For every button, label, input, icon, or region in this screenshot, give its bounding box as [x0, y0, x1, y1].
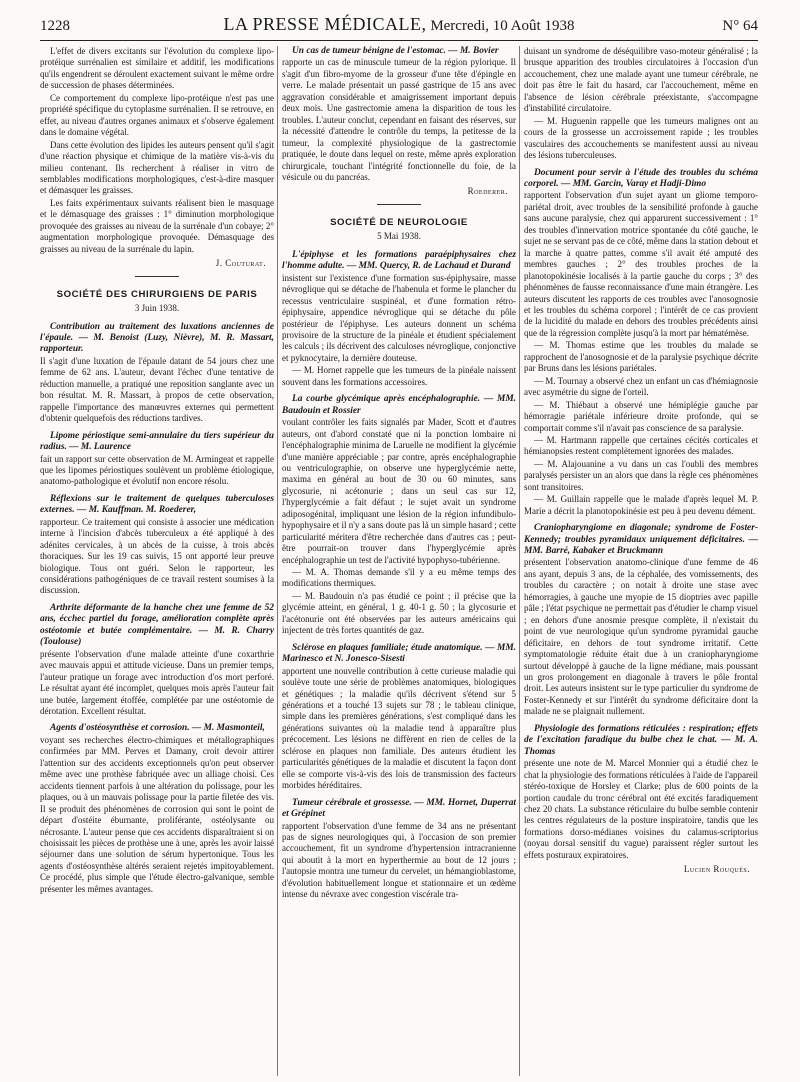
page-number: 1228: [40, 18, 70, 34]
paragraph: Il s'agit d'une luxation de l'épaule datant de 54 jours chez une femme de 62 ans. L'auteur, devant l'échec d'une tentative de réduction manuelle, a pratiqué une reposition sanglante avec un bon résultat. M. R. Massart, à propos de cette observation, rappelle l'importance des manœuvres externes qui permettent d'obtenir quelquefois des réductions tardives.: [40, 355, 274, 424]
issue-date: Mercredi, 10 Août 1938: [430, 18, 575, 34]
paragraph: rapporte un cas de minuscule tumeur de la région pylorique. Il s'agit d'un fibro-myome de la grosseur d'une tête d'épingle en verre. Le malade présentait un passé gastrique de 15 ans avec aggravation considérable et amaigrissement important depuis deux mois. Une gastrectomie amena la disparition de tous les troubles. L'auteur conclut, cependant en faisant des réserves, sur la nécessité d'attendre le contrôle du temps, la petitesse de la tumeur, la complexité physiologique de la gastrectomie pratiquée, le doute dans lequel on reste, même après exploration chirurgicale, touchant l'intégrité fonctionnelle du foie, de la vésicule ou du pancréas.: [282, 57, 516, 182]
article-heading: Document pour servir à l'étude des troubles du schéma corporel. — MM. Garcin, Varay et Hadji-Dimo: [524, 167, 758, 189]
paragraph: présente l'observation d'une malade atteinte d'une coxarthrie avec mauvais appui et attitude vicieuse. Dans un premier temps, l'auteur pratique un forage avec introduction d'os mort perforé. Le résultat ayant été incomplet, quelques mois après l'auteur fait une butée, largement étoffée, complétée par une ostéotomie de dérotation. Excellent résultat.: [40, 648, 274, 717]
section-date: 3 Juin 1938.: [134, 303, 180, 314]
paragraph: — M. Thomas estime que les troubles du malade se rapprochent de l'anosognosie et de la paralysie psychique décrite par Bruns dans les lésions pariétales.: [524, 340, 758, 374]
paragraph: — M. Alajouanine a vu dans un cas l'oubli des membres paralysés persister un an alors que dans la règle ces phénomènes sont transitoires.: [524, 458, 758, 492]
paragraph: Ce comportement du complexe lipo-protéique n'est pas une propriété spécifique du cytoplasme surrénalien. Il se retrouve, en effet, au niveau d'autres organes animaux et s'observe également dans le domaine végétal.: [40, 92, 274, 138]
paragraph: — M. Baudouin n'a pas étudié ce point ; il précise que la glycémie atteint, en général, 1 g. 40-1 g. 50 ; la glycosurie et l'acétonurie ont été observées par les auteurs américains qui injectent de très fortes quantités de gaz.: [282, 590, 516, 636]
paragraph: — M. Huguenin rappelle que les tumeurs malignes ont au cours de la grossesse un accroissement rapide ; les troubles vasculaires des accouchements se manifestent aussi au niveau des lésions tuberculeuses.: [524, 115, 758, 161]
paragraph: présente une note de M. Marcel Monnier qui a étudié chez le chat la physiologie des formations réticulées à l'aide de l'appareil stéréo-toxique de Horsley et Clarke; plus de 600 points de la portion caudale du tronc cérébral ont été excités faradiquement chez 20 chats. La substance réticulaire du bulbe semble contenir les centres régulateurs de la posture inspiratoire, tandis que les formations dorso-médianes voisines du calamus-scriptorius (noyau dorsal sensitif du vague) paraissent régler surtout les effets posturaux expiratoires.: [524, 758, 758, 860]
paragraph: présentent l'observation anatomo-clinique d'une femme de 46 ans ayant, depuis 3 ans, de la céphalée, des vomissements, des troubles du caractère ; on notait à droite une stase avec hémorragies, à gauche une myopie de 15 dioptries avec papille pâle ; l'état psychique ne permettait pas d'étudier le champ visuel ; en dehors d'une anosmie presque complète, il n'existait du point de vue neurologique qu'un syndrome pyramidal gauche déficitaire, en dehors de tout syndrome irritatif. Cette symptomatologie réduite était due à un craniopharyngiome surtout développé à gauche de la ligne médiane, mais poussant un gros prolongement en diagonale à travers le pôle frontal droit. Les auteurs insistent sur le type particulier du syndrome de Foster-Kennedy et sur l'intérêt du syndrome déficitaire dont la malade ne se plaignait nullement.: [524, 557, 758, 717]
section-title: SOCIÉTÉ DES CHIRURGIENS DE PARIS: [56, 288, 258, 300]
column-middle: [282, 46, 516, 1076]
article-heading: La courbe glycémique après encéphalographie. — MM. Baudouin et Rossier: [282, 394, 516, 416]
paragraph: Les faits expérimentaux suivants réalisent bien le masquage et le démasquage des graisses : 1° diminution morphologique provoquée des graisses au niveau de la surrénale d'un cobaye; 2° augmentation morphologique provoquée. Démasquage des graisses au niveau de la surrénale du lapin.: [40, 197, 274, 254]
paragraph: L'effet de divers excitants sur l'évolution du complexe lipo-protéique surrénalien est similaire et additif, les modifications qu'ils engendrent se déroulent exactement suivant le même ordre de succession de phases déterminées.: [40, 46, 274, 91]
column-separator: [277, 46, 278, 1076]
paragraph: — M. Tournay a observé chez un enfant un cas d'hémiagnosie avec asymétrie du signe de l'orteil.: [524, 375, 758, 398]
paragraph: — M. Hornet rappelle que les tumeurs de la pinéale naissent souvent dans les formations accessoires.: [282, 365, 516, 387]
masthead-title-line: [40, 14, 758, 35]
column-separator: [519, 46, 520, 1076]
section-divider: [135, 276, 179, 277]
paragraph: — M. Guillain rappelle que le malade d'après lequel M. P. Marie a décrit la planotopokinésie est peu à peu devenu dément.: [524, 494, 758, 516]
paragraph: voyant ses recherches électro-chimiques et métallographiques confirmées par MM. Perves et Damany, croit devoir attirer l'attention sur des accidents exceptionnels qu'on peut observer même avec une prothèse fabriquée avec un alliage choisi. Ces accidents tiennent parfois à une altération du polissage, pour les plaques, ou à un mauvais polissage pour la partie filetée des vis. Il se produit des phénomènes de corrosion qui sont le point de départ d'ostéite éburnante, proliférante, ostéolysante ou nécrosante. L'auteur pense que ces accidents disparaîtraient si on choisissait les pièces de prothèse une à une, après les avoir laissé séjourner dans une solution de sérum hypertonique. Tous les agents d'ostéosynthèse altérés seraient rejetés impitoyablement. Ce procédé, plus simple que l'étude électro-galvanique, semble présenter les mêmes avantages.: [40, 734, 274, 894]
paragraph: rapportent l'observation d'un sujet ayant un gliome temporo-pariétal droit, avec troubles de la sensibilité profonde à gauche sans aucune paralysie, chez qui apparurent successivement : 1° des troubles d'innervation motrice spontanée du côté gauche, le sujet ne se servant pas de ce côté, même dans la station debout et la marche à quatre pattes, comme s'il avait été amputé des membres gauches ; 2° des troubles proches de la planotopokinésie localisés à la partie gauche du corps ; 3° des phénomènes de fausse reconnaissance d'une main étrangère. Les auteurs discutent les rapports de ces troubles avec l'anosognosie et les troubles du schéma corporel ; l'intérêt de ce cas provient de la lucidité du malade en dehors des troubles précédents ainsi que de la régression complète jusqu'à la mort par hématémèse.: [524, 190, 758, 338]
paragraph: duisant un syndrome de déséquilibre vaso-moteur généralisé ; la brusque apparition des troubles circulatoires à l'occasion d'un accouchement, chez une malade ayant une tumeur cérébrale, ne doit pas être le fait du hasard, car l'accouchement, même en l'absence de lésion cérébrale préexistante, s'accompagne d'instabilité circulatoire.: [524, 46, 758, 114]
author-signature: Roederer.: [467, 186, 508, 197]
article-heading: Tumeur cérébrale et grossesse. — MM. Hornet, Duperrat et Grépinet: [282, 797, 516, 820]
article-heading: Agents d'ostéosynthèse et corrosion. — M. Masmonteil,: [50, 723, 265, 734]
article-heading: Sclérose en plaques familiale; étude anatomique. — MM. Marinesco et N. Jonesco-Sisesti: [282, 642, 516, 665]
section-date: 5 Mai 1938.: [377, 231, 421, 242]
column-left: [40, 46, 274, 1076]
paragraph: fait un rapport sur cette observation de M. Armingeat et rappelle que les lipomes périostiques soulèvent un problème étiologique, anatomo-pathologique et évolutif non encore résolu.: [40, 453, 274, 487]
article-heading: Lipome périostique semi-annulaire du tiers supérieur du radius. — M. Laurence: [40, 430, 274, 453]
paragraph: rapporteur. Ce traitement qui consiste à associer une médication interne à l'incision d'abcès tuberculeux a été appliqué à des adénites cervicales, à un abcès de la cuisse, à trois abcès thoraciques. Sur les 19 cas suivis, 15 ont apporté leur preuve biologique. Tous ont guéri. Selon le rapporteur, les considérations pathogéniques de ce travail restent soumises à la discussion.: [40, 516, 274, 596]
article-heading: Contribution au traitement des luxations anciennes de l'épaule. — M. Benoist (Luzy, Nièvre), M. R. Massart, rapporteur.: [40, 321, 274, 355]
paragraph: Dans cette évolution des lipides les auteurs pensent qu'il s'agit d'une réaction physique et chimique de la matière vis-à-vis du milieu contenant. Ils recherchent à réaliser in vitro de semblables modifications morphologiques, c'est-à-dire masquer et démasquer les graisses.: [40, 139, 274, 196]
author-signature: Lucien Rouquès.: [683, 864, 750, 875]
paragraph: voulant contrôler les faits signalés par Mader, Scott et d'autres auteurs, ont d'abord constaté que ni la ponction lombaire ni l'encéphalographie minima de Laruelle ne modifient la glycémie d'une manière appréciable ; par contre, après encéphalographie ou ventriculographie, on observe une hyperglycémie nette, maxima en général au bout de 30 ou 60 minutes, sans glycosurie, ni acétonurie ; dans un seul cas sur 12, l'hyperglycémie a fait défaut ; le sujet avait un syndrome adiposogénital, impliquant une lésion de la région infundibulo-hypophysaire et il n'y a sans doute pas là un simple hasard ; cette particularité méritera d'être recherchée dans d'autres cas ; peut-être pourrait-on trouver dans l'hyperglycémie après encéphalographie un test de l'activité hypophyso-tubérienne.: [282, 417, 516, 565]
issue-number: N° 64: [722, 18, 758, 34]
column-right: [524, 46, 758, 1076]
paragraph: — M. Hartmann rappelle que certaines cécités corticales et hémianopsies restent complètement ignorées des malades.: [524, 434, 758, 457]
article-heading: Un cas de tumeur bénigne de l'estomac. — M. Bovier: [292, 46, 499, 56]
header-rule: [40, 40, 758, 41]
section-title: SOCIÉTÉ DE NEUROLOGIE: [330, 216, 468, 228]
masthead: [40, 14, 758, 38]
article-heading: Réflexions sur le traitement de quelques tuberculoses externes. — M. Kauffman. M. Roederer,: [40, 493, 274, 516]
paragraph: rapportent l'observation d'une femme de 34 ans ne présentant pas de signes neurologiques qui, à l'occasion de son premier accouchement, fit un syndrome d'hypertension intracranienne qui aboutit à la mort en hyperthermie au bout de 12 jours ; l'autopsie montra une tumeur du cervelet, un hémangioblastome, d'évolution habituellement longue et stationnaire et un œdème intense du névraxe avec congestion viscérale tra-: [282, 820, 516, 900]
paragraph: apportent une nouvelle contribution à cette curieuse maladie qui soulève toute une série de problèmes anatomiques, biologiques et génétiques ; la maladie qu'ils décrivent s'étend sur 5 générations et a touché 13 sujets sur 78 ; le tableau clinique, simple dans les premières générations, s'est compliqué dans les générations suivantes où la maladie tend à apparaître plus précocement. Les lésions ne diffèrent en rien de celles de la sclérose en plaques non familiale. Des auteurs étudient les particularités génétiques de la maladie et discutent la façon dont elle se comporte vis-à-vis des lois de transmission des facteurs morbides héréditaires.: [282, 665, 516, 791]
paragraph: — M. A. Thomas demande s'il y a eu même temps des modifications thermiques.: [282, 567, 516, 589]
article-heading: Craniopharyngiome en diagonale; syndrome de Foster-Kennedy; troubles pyramidaux uniquement déficitaires. — MM. Barré, Kabaker et Bruckmann: [524, 523, 758, 557]
article-heading: L'épiphyse et les formations paraépiphysaires chez l'homme adulte. — MM. Quercy, R. de Lachaud et Durand: [282, 249, 516, 272]
article-heading: Physiologie des formations réticulées : respiration; effets de l'excitation faradique du bulbe chez le chat. — M. A. Thomas: [524, 723, 758, 757]
article-heading: Arthrite déformante de la hanche chez une femme de 52 ans, écchec partiel du forage, amélioration complète après ostéotomie et butée complémentaire. — M. R. Charry (Toulouse): [40, 602, 274, 648]
author-signature: J. Couturat.: [215, 258, 266, 269]
section-divider: [377, 204, 421, 205]
paragraph: insistent sur l'existence d'une formation sus-épiphysaire, masse névroglique qui se détache de l'habenula et forme le plancher du recessus ventriculaire suspinéal, et d'une formation rétro-épiphysaire, appendice névroglique qui se détache du pôle postérieur de l'épiphyse. Les auteurs donnent un schéma provisoire de la structure de la pinéale et étudient spécialement les calculs ; ils décrivent des calculoses névroglique, conjonctive et pyknocytaire, la dernière douteuse.: [282, 272, 516, 363]
paragraph: — M. Thiébaut a observé une hémiplégie gauche par hémorragie pariétale inférieure droite profonde, qui se comportait comme s'il n'avait pas conscience de sa paralysie.: [524, 399, 758, 433]
journal-title: LA PRESSE MÉDICALE,: [223, 14, 427, 34]
